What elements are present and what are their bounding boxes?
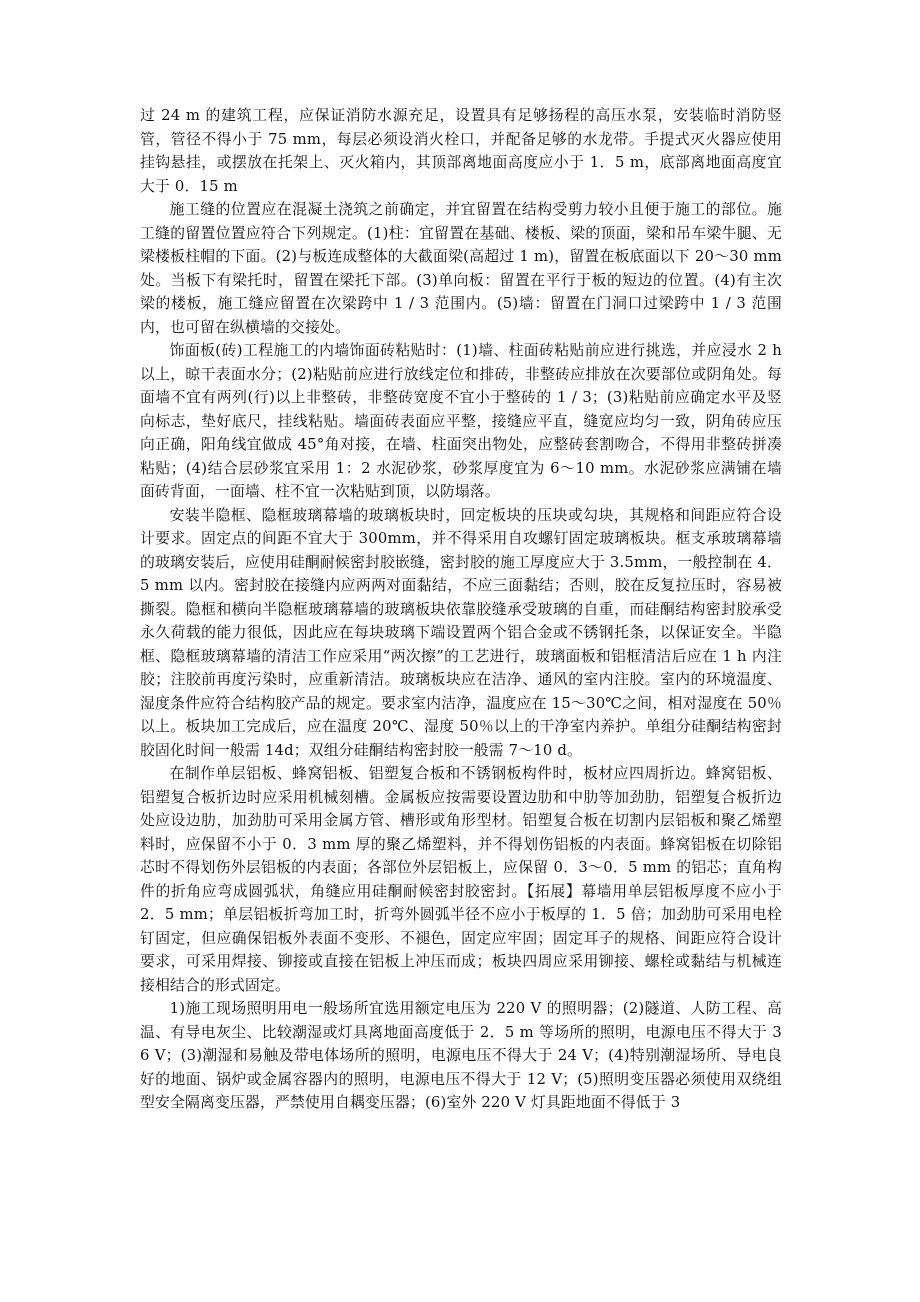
paragraph-metal-panels: 在制作单层铝板、蜂窝铝板、铝塑复合板和不锈钢板构件时，板材应四周折边。蜂窝铝板、铝塑复合板折边时应采用机械刻槽。金属板应按需要设置边肋和中肋等加劲肋，铝塑复合板折边处应设边肋，加劲肋可采用金属方管、槽形或角形型材。铝塑复合板在切割内层铝板和聚乙烯塑料时，应保留不小于 0．3 mm 厚的聚乙烯塑料，并不得划伤铝板的内表面。蜂窝铝板在切除铝芯时不得划伤外层铝板的内表面；各部位外层铝板上，应保留 0．3～0．5 mm 的铝芯；直角构件的折角应弯成圆弧状，角缝应用硅酮耐候密封胶密封。【拓展】幕墙用单层铝板厚度不应小于 2．5 mm；单层铝板折弯加工时，折弯外圆弧半径不应小于板厚的 1．5 倍；加劲肋可采用电栓钉固定，但应确保铝板外表面不变形、不褪色，固定应牢固；固定耳子的规格、间距应符合设计要求，可采用焊接、铆接或直接在铝板上冲压而成；板块四周应采用铆接、螺栓或黏结与机械连接相结合的形式固定。 — [140, 765, 782, 994]
paragraph-glass-curtain-wall: 安装半隐框、隐框玻璃幕墙的玻璃板块时，回定板块的压块或勾块，其规格和间距应符合设计要求。固定点的间距不宜大于 300mm，并不得采用自攻螺钉固定玻璃板块。框支承玻璃幕墙的玻璃安装后，应使用硅酮耐候密封胶嵌缝，密封胶的施工厚度应大于 3.5mm，一般控制在 4．5 mm 以内。密封胶在接缝内应两两对面黏结，不应三面黏结；否则，胶在反复拉压时，容易被撕裂。隐框和横向半隐框玻璃幕墙的玻璃板块依靠胶缝承受玻璃的自重，而硅酮结构密封胶承受永久荷载的能力很低，因此应在每块玻璃下端设置两个铝合金或不锈钢托条，以保证安全。半隐框、隐框玻璃幕墙的清洁工作应采用“两次擦”的工艺进行，玻璃面板和铝框清洁后应在 1 h 内注胶；注胶前再度污染时，应重新清洁。玻璃板块应在洁净、通风的室内注胶。室内的环境温度、湿度条件应符合结构胶产品的规定。要求室内洁净，温度应在 15～30℃之间，相对湿度在 50％以上。板块加工完成后，应在温度 20℃、湿度 50％以上的干净室内养护。单组分硅酮结构密封胶固化时间一般需 14d；双组分硅酮结构密封胶一般需 7～10 d。 — [140, 506, 782, 759]
paragraph-wall-tiles: 饰面板(砖)工程施工的内墙饰面砖粘贴时：(1)墙、柱面砖粘贴前应进行挑选，并应浸水 2 h 以上，晾干表面水分；(2)粘贴前应进行放线定位和排砖，非整砖应排放在次要部位或阴角处。每面墙不宜有两列(行)以上非整砖，非整砖宽度不宜小于整砖的 1 / 3；(3)粘贴前应确定水平及竖向标志，垫好底尺，挂线粘贴。墙面砖表面应平整，接缝应平直，缝宽应均匀一致，阴角砖应压向正确，阳角线宜做成 45°角对接，在墙、柱面突出物处，应整砖套割吻合，不得用非整砖拼凑粘贴；(4)结合层砂浆宜采用 1：2 水泥砂浆，砂浆厚度宜为 6～10 mm。水泥砂浆应满铺在墙面砖背面，一面墙、柱不宜一次粘贴到顶，以防塌落。 — [140, 342, 782, 500]
paragraph-construction-joints: 施工缝的位置应在混凝土浇筑之前确定，并宜留置在结构受剪力较小且便于施工的部位。施工缝的留置位置应符合下列规定。(1)柱：宜留置在基础、楼板、梁的顶面，梁和吊车梁牛腿、无梁楼板柱帽的下面。(2)与板连成整体的大截面梁(高超过 1 m)，留置在板底面以下 20～30 mm 处。当板下有梁托时，留置在梁托下部。(3)单向板：留置在平行于板的短边的位置。(4)有主次梁的楼板，施工缝应留置在次梁跨中 1 / 3 范围内。(5)墙：留置在门洞口过梁跨中 1 / 3 范围内，也可留在纵横墙的交接处。 — [140, 201, 782, 336]
paragraph-fire-protection: 过 24 m 的建筑工程，应保证消防水源充足，设置具有足够扬程的高压水泵，安装临时消防竖管，管径不得小于 75 mm，每层必须设消火栓口，并配备足够的水龙带。手提式灭火器应使用挂钩悬挂，或摆放在托架上、灭火箱内，其顶部离地面高度应小于 1．5 m，底部离地面高度宜大于 0．15 m — [140, 107, 782, 195]
paragraph-site-lighting: 1)施工现场照明用电一般场所宜选用额定电压为 220 V 的照明器；(2)隧道、人防工程、高温、有导电灰尘、比较潮湿或灯具离地面高度低于 2．5 m 等场所的照明，电源电压不得大于 36 V；(3)潮湿和易触及带电体场所的照明，电源电压不得大于 24 V；(4)特别潮湿场所、导电良好的地面、锅炉或金属容器内的照明，电源电压不得大于 12 V；(5)照明变压器必须使用双绕组型安全隔离变压器，严禁使用自耦变压器；(6)室外 220 V 灯具距地面不得低于 3 — [140, 1000, 782, 1111]
